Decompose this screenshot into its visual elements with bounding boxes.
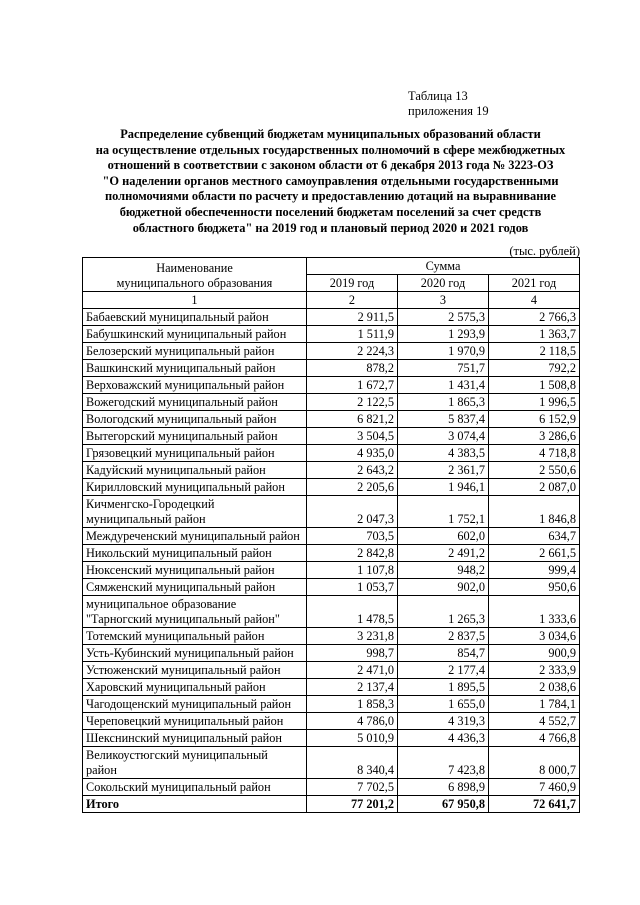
- table-body: [83, 309, 580, 796]
- amount-2019: 6 821,2: [307, 411, 398, 428]
- municipality-name-line: Тотемский муниципальный район: [86, 629, 265, 643]
- total-2019: 77 201,2: [307, 796, 398, 813]
- heading-line: Распределение субвенций бюджетам муниципальных образований области: [120, 127, 541, 141]
- total-2020: 67 950,8: [398, 796, 489, 813]
- table-row: [83, 579, 580, 596]
- table-row: [83, 545, 580, 562]
- amount-2020: 4 319,3: [398, 713, 489, 730]
- table-row: [83, 394, 580, 411]
- total-label: Итого: [83, 796, 307, 813]
- table-row: [83, 645, 580, 662]
- municipality-name-line: Сямженский муниципальный район: [86, 580, 276, 594]
- amount-2021: 6 152,9: [489, 411, 580, 428]
- amount-2021: 1 508,8: [489, 377, 580, 394]
- amount-2021: 3 286,6: [489, 428, 580, 445]
- municipality-name: [83, 496, 307, 528]
- amount-2019: 2 643,2: [307, 462, 398, 479]
- amount-2019: 2 911,5: [307, 309, 398, 326]
- table-row: [83, 309, 580, 326]
- column-number: 2: [307, 292, 398, 309]
- municipality-name: [83, 309, 307, 326]
- amount-2020: 751,7: [398, 360, 489, 377]
- municipality-name-line: Верховажский муниципальный район: [86, 378, 285, 392]
- amount-2019: 1 053,7: [307, 579, 398, 596]
- table-row: [83, 528, 580, 545]
- municipality-name-line: Великоустюгский муниципальный: [86, 748, 268, 762]
- amount-2021: 1 846,8: [489, 496, 580, 528]
- amount-2020: 1 895,5: [398, 679, 489, 696]
- amount-2019: 878,2: [307, 360, 398, 377]
- municipality-name: [83, 645, 307, 662]
- amount-2019: 1 107,8: [307, 562, 398, 579]
- municipality-name: [83, 596, 307, 628]
- municipality-name-line: Сокольский муниципальный район: [86, 780, 271, 794]
- municipality-name-line: Кичменгско-Городецкий: [86, 497, 215, 511]
- amount-2021: 2 661,5: [489, 545, 580, 562]
- heading-line: областного бюджета" на 2019 год и плановый период 2020 и 2021 годов: [132, 220, 529, 235]
- header-year: 2021 год: [489, 275, 580, 292]
- amount-2019: 2 471,0: [307, 662, 398, 679]
- amount-2019: 2 224,3: [307, 343, 398, 360]
- total-row: [83, 796, 580, 813]
- document-heading: [82, 127, 579, 236]
- municipality-name-line: муниципальное образование: [86, 597, 237, 611]
- table-row: [83, 679, 580, 696]
- municipality-name: [83, 679, 307, 696]
- amount-2019: 1 858,3: [307, 696, 398, 713]
- amount-2019: 2 205,6: [307, 479, 398, 496]
- municipality-name: [83, 730, 307, 747]
- header-name-line: Наименование: [156, 261, 233, 275]
- amount-2019: 1 511,9: [307, 326, 398, 343]
- municipality-name-line: Вытегорский муниципальный район: [86, 429, 278, 443]
- municipality-name-line: Вашкинский муниципальный район: [86, 361, 276, 375]
- amount-2020: 1 970,9: [398, 343, 489, 360]
- column-number: 1: [83, 292, 307, 309]
- heading-line: бюджетной обеспеченности поселений бюджетам поселений за счет средств: [119, 204, 542, 219]
- amount-2021: 1 333,6: [489, 596, 580, 628]
- table-row: [83, 411, 580, 428]
- municipality-name-line: Шекснинский муниципальный район: [86, 731, 282, 745]
- amount-2021: 950,6: [489, 579, 580, 596]
- table-row: [83, 360, 580, 377]
- amount-2019: 998,7: [307, 645, 398, 662]
- municipality-name: [83, 428, 307, 445]
- amount-2021: 2 087,0: [489, 479, 580, 496]
- municipality-name-line: Череповецкий муниципальный район: [86, 714, 284, 728]
- amount-2019: 1 672,7: [307, 377, 398, 394]
- amount-2021: 4 718,8: [489, 445, 580, 462]
- municipality-name: [83, 545, 307, 562]
- amount-2019: 7 702,5: [307, 779, 398, 796]
- table-row: [83, 730, 580, 747]
- table-row: [83, 628, 580, 645]
- amount-2019: 2 047,3: [307, 496, 398, 528]
- amount-2020: 948,2: [398, 562, 489, 579]
- municipality-name-line: Нюксенский муниципальный район: [86, 563, 275, 577]
- table-row: [83, 496, 580, 528]
- table-row: [83, 662, 580, 679]
- amount-2020: 2 491,2: [398, 545, 489, 562]
- table-row: [83, 377, 580, 394]
- amount-2020: 1 293,9: [398, 326, 489, 343]
- amount-2020: 4 436,3: [398, 730, 489, 747]
- amount-2019: 3 504,5: [307, 428, 398, 445]
- amount-2021: 2 550,6: [489, 462, 580, 479]
- amount-2021: 2 118,5: [489, 343, 580, 360]
- amount-2020: 5 837,4: [398, 411, 489, 428]
- caption-table-number: Таблица 13: [408, 89, 468, 103]
- heading-line: отношений в соответствии с законом области от 6 декабря 2013 года № 3223-ОЗ: [107, 158, 554, 173]
- table-row: [83, 445, 580, 462]
- subvention-table: [82, 257, 580, 813]
- municipality-name-line: район: [86, 763, 117, 777]
- amount-2019: 2 122,5: [307, 394, 398, 411]
- municipality-name: [83, 528, 307, 545]
- municipality-name-line: Бабаевский муниципальный район: [86, 310, 269, 324]
- table-row: [83, 343, 580, 360]
- municipality-name: [83, 479, 307, 496]
- amount-2021: 2 038,6: [489, 679, 580, 696]
- header-year: 2020 год: [398, 275, 489, 292]
- header-year: 2019 год: [307, 275, 398, 292]
- amount-2021: 634,7: [489, 528, 580, 545]
- header-name-line: муниципального образования: [116, 276, 273, 290]
- table-row: [83, 713, 580, 730]
- amount-2021: 7 460,9: [489, 779, 580, 796]
- amount-2019: 1 478,5: [307, 596, 398, 628]
- units-label: (тыс. рублей): [509, 244, 580, 258]
- municipality-name: [83, 411, 307, 428]
- heading-line: на осуществление отдельных государственных полномочий в сфере межбюджетных: [95, 142, 566, 157]
- amount-2021: 4 552,7: [489, 713, 580, 730]
- municipality-name: [83, 579, 307, 596]
- table-row: [83, 779, 580, 796]
- amount-2020: 1 655,0: [398, 696, 489, 713]
- amount-2020: 1 431,4: [398, 377, 489, 394]
- municipality-name-line: Вологодский муниципальный район: [86, 412, 277, 426]
- municipality-name: [83, 462, 307, 479]
- amount-2021: 1 996,5: [489, 394, 580, 411]
- municipality-name: [83, 394, 307, 411]
- amount-2020: 7 423,8: [398, 747, 489, 779]
- amount-2019: 3 231,8: [307, 628, 398, 645]
- table-row: [83, 462, 580, 479]
- amount-2019: 8 340,4: [307, 747, 398, 779]
- amount-2020: 902,0: [398, 579, 489, 596]
- amount-2020: 1 946,1: [398, 479, 489, 496]
- column-number: 4: [489, 292, 580, 309]
- municipality-name-line: Белозерский муниципальный район: [86, 344, 275, 358]
- amount-2020: 2 177,4: [398, 662, 489, 679]
- header-name-column: [83, 258, 307, 292]
- amount-2019: 703,5: [307, 528, 398, 545]
- municipality-name: [83, 747, 307, 779]
- municipality-name: [83, 628, 307, 645]
- municipality-name-line: Грязовецкий муниципальный район: [86, 446, 275, 460]
- table-row: [83, 562, 580, 579]
- municipality-name: [83, 662, 307, 679]
- municipality-name-line: муниципальный район: [86, 512, 206, 526]
- header-sum: Сумма: [307, 258, 580, 275]
- municipality-name: [83, 377, 307, 394]
- municipality-name-line: "Тарногский муниципальный район": [86, 612, 280, 626]
- amount-2021: 3 034,6: [489, 628, 580, 645]
- municipality-name: [83, 779, 307, 796]
- heading-line: полномочиями области по расчету и предоставлению дотаций на выравнивание: [105, 189, 556, 204]
- heading-line: "О наделении органов местного самоуправления отдельными государственными: [102, 173, 559, 188]
- amount-2020: 1 752,1: [398, 496, 489, 528]
- municipality-name: [83, 445, 307, 462]
- table-row: [83, 696, 580, 713]
- amount-2021: 2 766,3: [489, 309, 580, 326]
- amount-2020: 2 837,5: [398, 628, 489, 645]
- municipality-name-line: Чагодощенский муниципальный район: [86, 697, 292, 711]
- amount-2019: 4 935,0: [307, 445, 398, 462]
- table-caption: [408, 89, 489, 119]
- amount-2021: 2 333,9: [489, 662, 580, 679]
- municipality-name: [83, 562, 307, 579]
- column-number: 3: [398, 292, 489, 309]
- municipality-name-line: Устюженский муниципальный район: [86, 663, 281, 677]
- municipality-name: [83, 696, 307, 713]
- municipality-name: [83, 360, 307, 377]
- amount-2021: 900,9: [489, 645, 580, 662]
- municipality-name-line: Кадуйский муниципальный район: [86, 463, 266, 477]
- municipality-name-line: Междуреченский муниципальный район: [86, 529, 300, 543]
- amount-2020: 1 865,3: [398, 394, 489, 411]
- amount-2020: 2 361,7: [398, 462, 489, 479]
- amount-2019: 2 842,8: [307, 545, 398, 562]
- amount-2020: 1 265,3: [398, 596, 489, 628]
- municipality-name-line: Усть-Кубинский муниципальный район: [86, 646, 294, 660]
- municipality-name: [83, 326, 307, 343]
- amount-2020: 2 575,3: [398, 309, 489, 326]
- amount-2021: 4 766,8: [489, 730, 580, 747]
- table-row: [83, 747, 580, 779]
- total-2021: 72 641,7: [489, 796, 580, 813]
- amount-2021: 8 000,7: [489, 747, 580, 779]
- table-row: [83, 326, 580, 343]
- amount-2019: 4 786,0: [307, 713, 398, 730]
- municipality-name-line: Кирилловский муниципальный район: [86, 480, 285, 494]
- amount-2021: 1 363,7: [489, 326, 580, 343]
- amount-2020: 6 898,9: [398, 779, 489, 796]
- municipality-name: [83, 343, 307, 360]
- municipality-name-line: Никольский муниципальный район: [86, 546, 272, 560]
- amount-2021: 792,2: [489, 360, 580, 377]
- amount-2021: 999,4: [489, 562, 580, 579]
- caption-appendix: приложения 19: [408, 104, 489, 118]
- amount-2019: 5 010,9: [307, 730, 398, 747]
- amount-2020: 4 383,5: [398, 445, 489, 462]
- amount-2019: 2 137,4: [307, 679, 398, 696]
- amount-2020: 3 074,4: [398, 428, 489, 445]
- municipality-name-line: Харовский муниципальный район: [86, 680, 266, 694]
- amount-2020: 854,7: [398, 645, 489, 662]
- table-row: [83, 479, 580, 496]
- amount-2020: 602,0: [398, 528, 489, 545]
- municipality-name: [83, 713, 307, 730]
- municipality-name-line: Бабушкинский муниципальный район: [86, 327, 287, 341]
- table-row: [83, 428, 580, 445]
- municipality-name-line: Вожегодский муниципальный район: [86, 395, 278, 409]
- amount-2021: 1 784,1: [489, 696, 580, 713]
- table-row: [83, 596, 580, 628]
